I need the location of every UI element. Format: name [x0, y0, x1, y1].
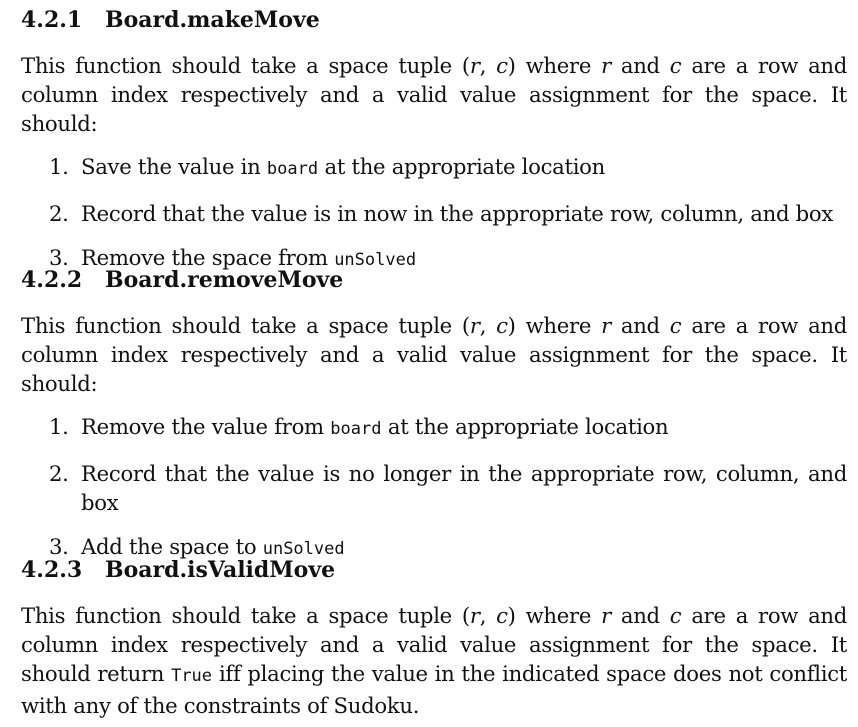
list-item: 2. Record that the value is in now in the appropriate row, column, and box — [49, 201, 834, 226]
section-heading — [21, 6, 847, 34]
section-title: Board.removeMove — [105, 267, 344, 293]
list-item: 2. Record that the value is no longer in the appropriate row, column, and box — [49, 461, 847, 515]
section-number: 4.2.2 — [21, 267, 83, 293]
section-paragraph: This function should take a space tuple (r, c) where r and c are a row and column index respectively and a valid value assignment for the space. It should: — [21, 313, 848, 396]
section-number: 4.2.3 — [21, 557, 83, 583]
section-title: Board.makeMove — [105, 7, 320, 33]
list-item: 1. Remove the value from board at the appropriate location — [49, 414, 669, 439]
section-title: Board.isValidMove — [105, 557, 336, 583]
section-heading — [21, 556, 847, 584]
section-paragraph: This function should take a space tuple (r, c) where r and c are a row and column index respectively and a valid value assignment for the space. It should return True iff placing the value in the indicated space does not conflict with any of the constraints of Sudoku. — [21, 603, 848, 718]
section-heading — [21, 266, 847, 294]
list-item: 1. Save the value in board at the appropriate location — [49, 154, 605, 179]
section-make-move — [21, 6, 847, 275]
list-item: 3. Remove the space from unSolved — [49, 245, 417, 270]
numbered-list — [21, 152, 847, 275]
list-item: 3. Add the space to unSolved — [49, 534, 345, 559]
section-remove-move — [21, 266, 847, 564]
section-is-valid-move — [21, 556, 847, 720]
section-number: 4.2.1 — [21, 7, 83, 33]
numbered-list — [21, 412, 847, 564]
section-paragraph: This function should take a space tuple (r, c) where r and c are a row and column index respectively and a valid value assignment for the space. It should: — [21, 53, 848, 136]
